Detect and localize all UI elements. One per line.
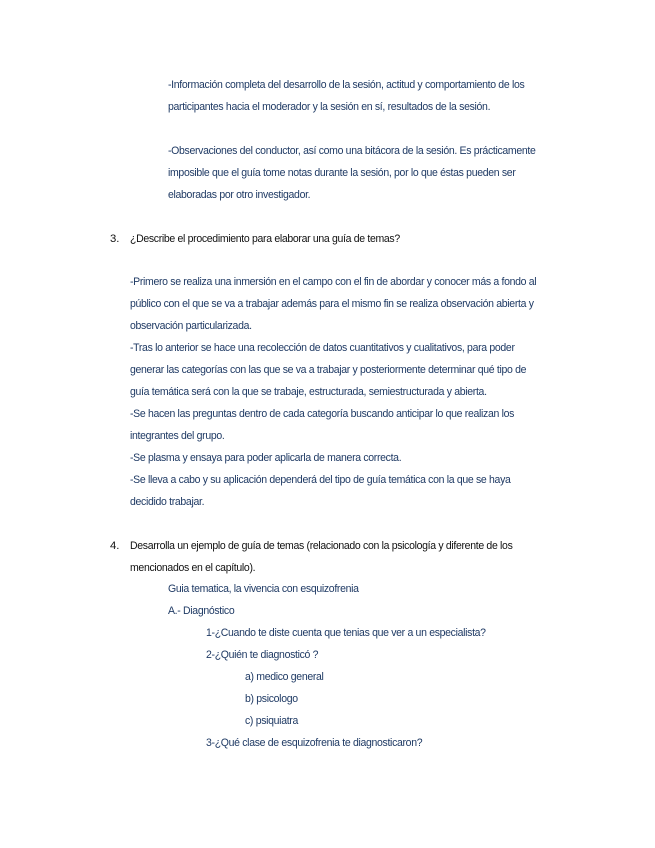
- answer-line: -Se lleva a cabo y su aplicación dependerá del tipo de guía temática con la que se haya: [130, 474, 511, 486]
- intro-line: imposible que el guía tome notas durante la sesión, por lo que éstas pueden ser: [168, 167, 516, 179]
- intro-line: elaboradas por otro investigador.: [168, 189, 311, 201]
- guide-question-1: 1-¿Cuando te diste cuenta que tenias que ver a un especialista?: [206, 627, 486, 639]
- guide-question-3: 3-¿Qué clase de esquizofrenia te diagnosticaron?: [206, 737, 423, 749]
- guide-option: b) psicologo: [245, 693, 298, 705]
- answer-line: público con el que se va a trabajar además para el mismo fin se realiza observación abierta y: [130, 298, 534, 310]
- guide-option: c) psiquiatra: [245, 715, 298, 727]
- guide-question-2: 2-¿Quién te diagnosticó ?: [206, 649, 319, 661]
- question-3-text: ¿Describe el procedimiento para elaborar una guía de temas?: [130, 233, 400, 245]
- answer-line: -Tras lo anterior se hace una recolección de datos cuantitativos y cualitativos, para poder: [130, 342, 515, 354]
- question-4-text: Desarrolla un ejemplo de guía de temas (relacionado con la psicología y diferente de los: [130, 540, 513, 552]
- answer-line: decidido trabajar.: [130, 496, 205, 508]
- question-number: 3.: [110, 233, 120, 245]
- intro-line: -Observaciones del conductor, así como una bitácora de la sesión. Es prácticamente: [168, 145, 536, 157]
- answer-line: -Se hacen las preguntas dentro de cada categoría buscando anticipar lo que realizan los: [130, 408, 515, 420]
- question-4-text: mencionados en el capítulo).: [130, 562, 256, 574]
- answer-line: -Primero se realiza una inmersión en el campo con el fin de abordar y conocer más a fondo al: [130, 276, 537, 288]
- answer-line: integrantes del grupo.: [130, 430, 225, 442]
- answer-line: guía temática será con la que se trabaje, estructurada, semiestructurada y abierta.: [130, 386, 487, 398]
- guide-title: Guia tematica, la vivencia con esquizofrenia: [168, 583, 359, 595]
- guide-option: a) medico general: [245, 671, 324, 683]
- intro-line: -Información completa del desarrollo de la sesión, actitud y comportamiento de los: [168, 79, 525, 91]
- question-number: 4.: [110, 540, 120, 552]
- answer-line: -Se plasma y ensaya para poder aplicarla de manera correcta.: [130, 452, 402, 464]
- answer-line: observación particularizada.: [130, 320, 252, 332]
- guide-section-a: A.- Diagnóstico: [168, 605, 235, 617]
- answer-line: generar las categorías con las que se va a trabajar y posteriormente determinar qué tipo de: [130, 364, 527, 376]
- intro-line: participantes hacia el moderador y la sesión en sí, resultados de la sesión.: [168, 101, 491, 113]
